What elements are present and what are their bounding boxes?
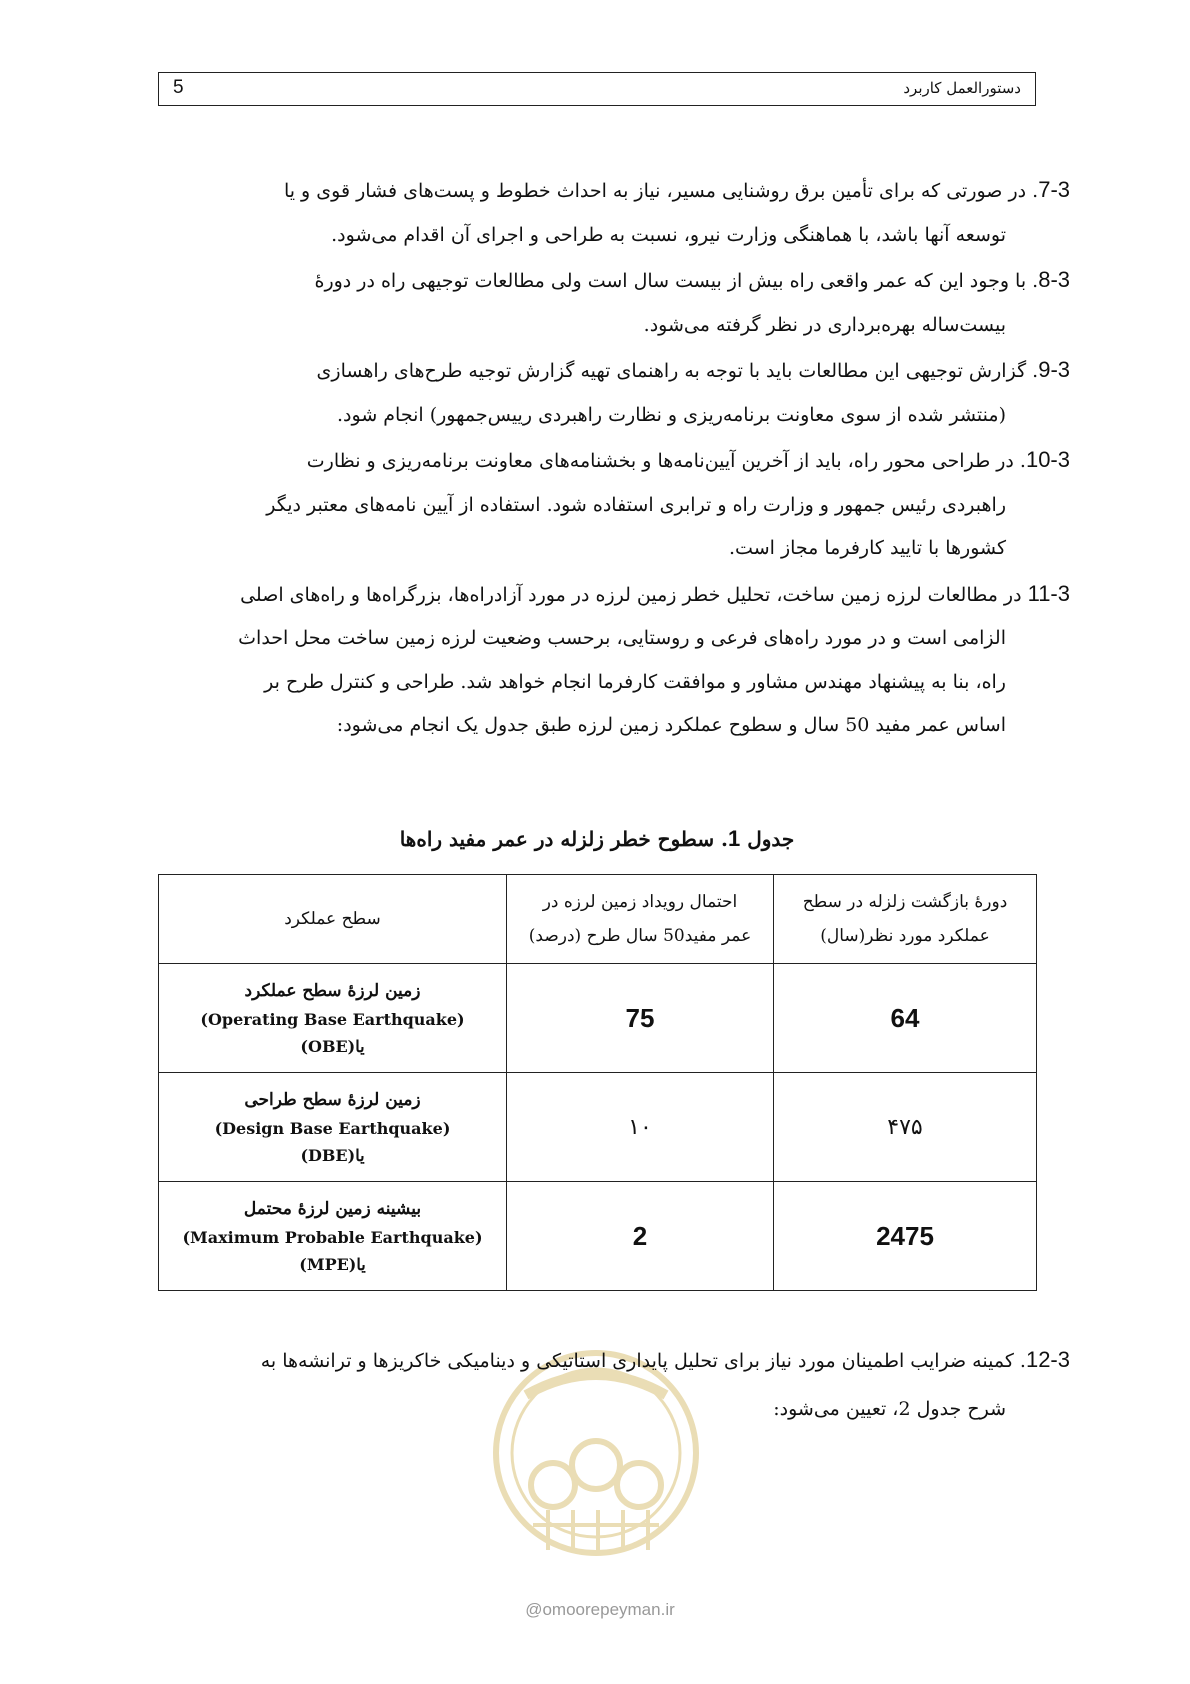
- paragraph-8-3: [168, 258, 1070, 347]
- document-title: دستورالعمل کاربرد: [903, 79, 1021, 97]
- paragraph-text: در مطالعات لرزه زمین ساخت، تحلیل خطر زمین لرزه در مورد آزادراه‌ها، بزرگراه‌ها و راه‌های اصلی: [240, 583, 1028, 606]
- level-name-en: (Operating Base Earthquake): [200, 1010, 465, 1029]
- level-abbreviation: یا(OBE): [300, 1037, 365, 1056]
- table-row: [159, 964, 1037, 1073]
- paragraph-9-3: [168, 348, 1070, 437]
- paragraph-12-3: [168, 1336, 1070, 1433]
- probability-cell: 75: [507, 964, 774, 1073]
- header-text: دورۀ بازگشت زلزله در سطح: [802, 892, 1008, 912]
- level-name-fa: زمین لرزۀ سطح طراحی: [244, 1090, 421, 1110]
- paragraph-text: . در صورتی که برای تأمین برق روشنایی مسیر، نیاز به احداث خطوط و پست‌های فشار قوی و یا: [283, 180, 1039, 202]
- level-name-en: (Maximum Probable Earthquake): [182, 1228, 483, 1247]
- paragraph-number: 7-3: [1038, 177, 1070, 202]
- probability-cell: 2: [507, 1182, 774, 1291]
- paragraph-text: راه، بنا به پیشنهاد مهندس مشاور و موافقت کارفرما انجام خواهد شد. طراحی و کنترل طرح بر: [264, 670, 1006, 693]
- level-abbreviation: یا(MPE): [299, 1255, 366, 1274]
- paragraph-text: الزامی است و در مورد راه‌های فرعی و روستایی، برحسب وضعیت لرزه زمین ساخت محل احداث: [238, 627, 1006, 649]
- header-probability: [507, 875, 774, 964]
- return-period-cell: 2475: [774, 1182, 1037, 1291]
- table-row: [159, 1182, 1037, 1291]
- paragraph-number: 12-3: [1025, 1347, 1070, 1372]
- return-period-cell: 64: [774, 964, 1037, 1073]
- paragraph-text: اساس عمر مفید 50 سال و سطوح عملکرد زمین لرزه طبق جدول یک انجام می‌شود:: [336, 714, 1006, 736]
- performance-level-cell: [159, 1182, 507, 1291]
- paragraph-text: . کمینه ضرایب اطمینان مورد نیاز برای تحلیل پایداری استاتیکی و دینامیکی خاکریزها و ترانشه‌ها به: [260, 1350, 1026, 1372]
- paragraph-number: 9-3: [1038, 357, 1070, 382]
- performance-level-cell: [159, 1073, 507, 1182]
- paragraph-10-3: [168, 438, 1070, 571]
- table-caption: [158, 826, 1036, 852]
- paragraph-7-3: [168, 168, 1070, 257]
- header-text: عملکرد مورد نظر(سال): [820, 926, 990, 946]
- paragraph-text: . در طراحی محور راه، باید از آخرین آیین‌نامه‌ها و بخشنامه‌های معاونت برنامه‌ریزی و نظارت: [306, 450, 1026, 472]
- page-header: [158, 72, 1036, 106]
- header-return-period: [774, 875, 1037, 964]
- watermark-url: @omoorepeyman.ir: [525, 1600, 675, 1619]
- paragraph-number: 8-3: [1038, 267, 1070, 292]
- caption-prefix: جدول: [740, 827, 795, 851]
- level-name-fa: بیشینه زمین لرزۀ محتمل: [243, 1199, 422, 1219]
- paragraph-number: 10-3: [1025, 447, 1070, 472]
- probability-cell: ۱۰: [507, 1073, 774, 1182]
- paragraph-number: 11-3: [1027, 580, 1070, 606]
- table-header-row: [159, 875, 1037, 964]
- return-period-cell: ۴۷۵: [774, 1073, 1037, 1182]
- level-name-en: (Design Base Earthquake): [214, 1119, 451, 1138]
- seismic-hazard-table: [158, 874, 1037, 1291]
- page-number: 5: [173, 77, 184, 98]
- paragraph-text: کشورها با تایید کارفرما مجاز است.: [729, 537, 1006, 559]
- level-name-fa: زمین لرزۀ سطح عملکرد: [244, 981, 421, 1001]
- performance-level-cell: [159, 964, 507, 1073]
- paragraph-text: توسعه آنها باشد، با هماهنگی وزارت نیرو، نسبت به طراحی و اجرای آن اقدام می‌شود.: [331, 223, 1006, 246]
- header-performance-level: سطح عملکرد: [159, 875, 507, 964]
- paragraph-text: (منتشر شده از سوی معاونت برنامه‌ریزی و نظارت راهبردی رییس‌جمهور) انجام شود.: [337, 403, 1006, 426]
- caption-text: . سطوح خطر زلزله در عمر مفید راه‌ها: [399, 827, 729, 851]
- level-abbreviation: یا(DBE): [300, 1146, 365, 1165]
- paragraph-text: راهبردی رئیس جمهور و وزارت راه و ترابری استفاده شود. استفاده از آیین نامه‌های معتبر دیگر: [266, 493, 1006, 516]
- paragraph-text: . گزارش توجیهی این مطالعات باید با توجه به راهنمای تهیه گزارش توجیه طرح‌های راهسازی: [316, 360, 1039, 382]
- body-paragraphs: [168, 168, 1070, 749]
- table-row: [159, 1073, 1037, 1182]
- paragraph-text: . با وجود این که عمر واقعی راه بیش از بیست سال است ولی مطالعات توجیهی راه در دورۀ: [314, 270, 1039, 292]
- header-text: عمر مفید50 سال طرح (درصد): [528, 926, 752, 946]
- paragraph-text: شرح جدول 2، تعیین می‌شود:: [773, 1398, 1006, 1420]
- header-text: احتمال رویداد زمین لرزه در: [542, 892, 738, 912]
- caption-number: 1: [728, 826, 741, 851]
- paragraph-text: بیست‌ساله بهره‌برداری در نظر گرفته می‌شود.: [643, 313, 1006, 336]
- paragraph-11-3: [168, 572, 1070, 748]
